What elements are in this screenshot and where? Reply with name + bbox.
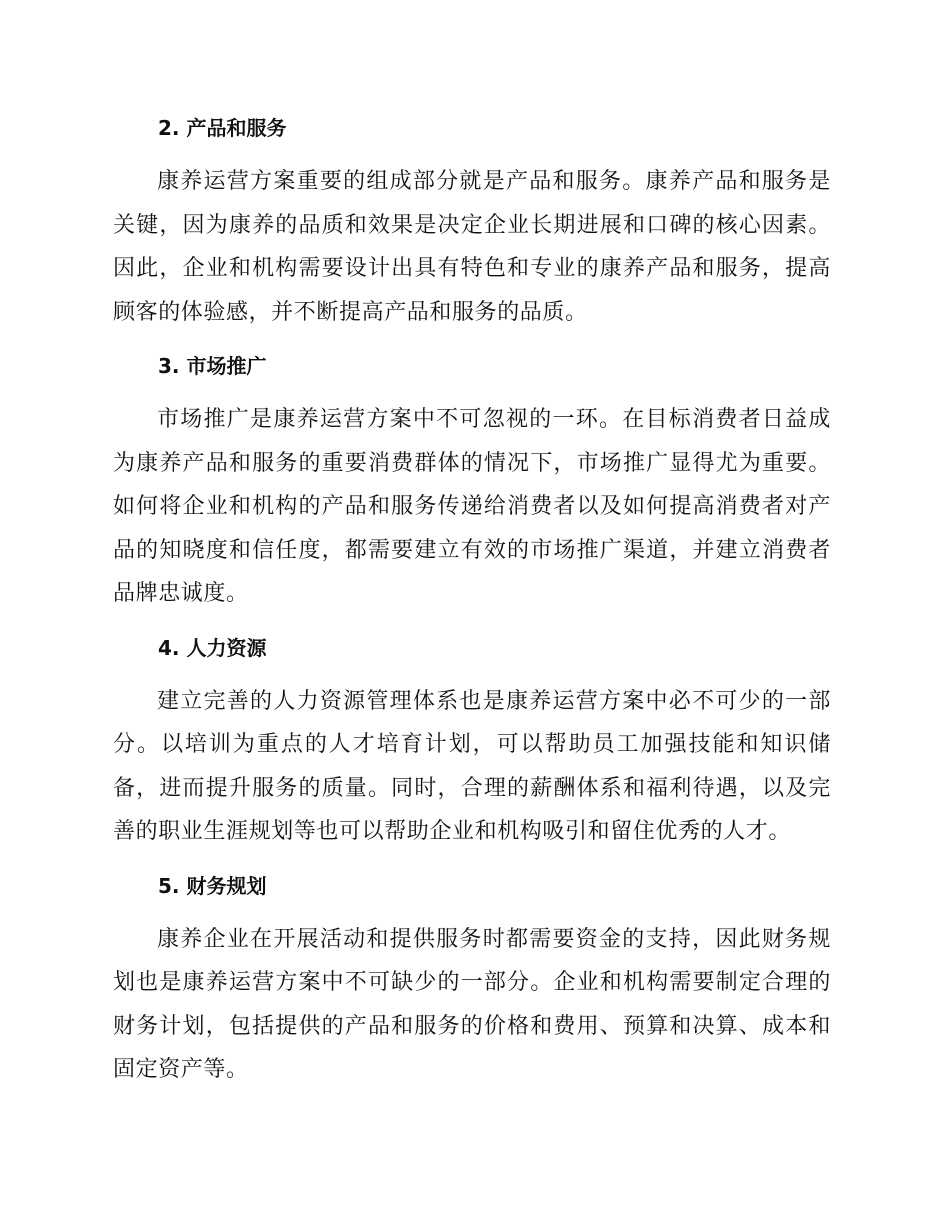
section-paragraph-products-services: 康养运营方案重要的组成部分就是产品和服务。康养产品和服务是关键，因为康养的品质和效果是决定企业长期进展和口碑的核心因素。因此，企业和机构需要设计出具有特色和专业的康养产品和服务，提高顾客的体验感，并不断提高产品和服务的品质。	[113, 169, 831, 325]
document-body	[113, 108, 831, 1092]
section-heading-products-services: 2. 产品和服务	[158, 116, 287, 140]
section-heading-human-resources: 4. 人力资源	[158, 635, 267, 660]
section-heading-financial-planning: 5. 财务规划	[158, 873, 267, 898]
section-paragraph-financial-planning: 康养企业在开展活动和提供服务时都需要资金的支持，因此财务规划也是康养运营方案中不可缺少的一部分。企业和机构需要制定合理的财务计划，包括提供的产品和服务的价格和费用、预算和决算、成本和固定资产等。	[113, 926, 831, 1082]
section-paragraph-market-promotion: 市场推广是康养运营方案中不可忽视的一环。在目标消费者日益成为康养产品和服务的重要消费群体的情况下，市场推广显得尤为重要。如何将企业和机构的产品和服务传递给消费者以及如何提高消费者对产品的知晓度和信任度，都需要建立有效的市场推广渠道，并建立消费者品牌忠诚度。	[113, 407, 831, 606]
section-paragraph-human-resources: 建立完善的人力资源管理体系也是康养运营方案中必不可少的一部分。以培训为重点的人才培育计划，可以帮助员工加强技能和知识储备，进而提升服务的质量。同时，合理的薪酬体系和福利待遇，以及完善的职业生涯规划等也可以帮助企业和机构吸引和留住优秀的人才。	[113, 688, 831, 844]
section-heading-market-promotion: 3. 市场推广	[158, 354, 267, 378]
